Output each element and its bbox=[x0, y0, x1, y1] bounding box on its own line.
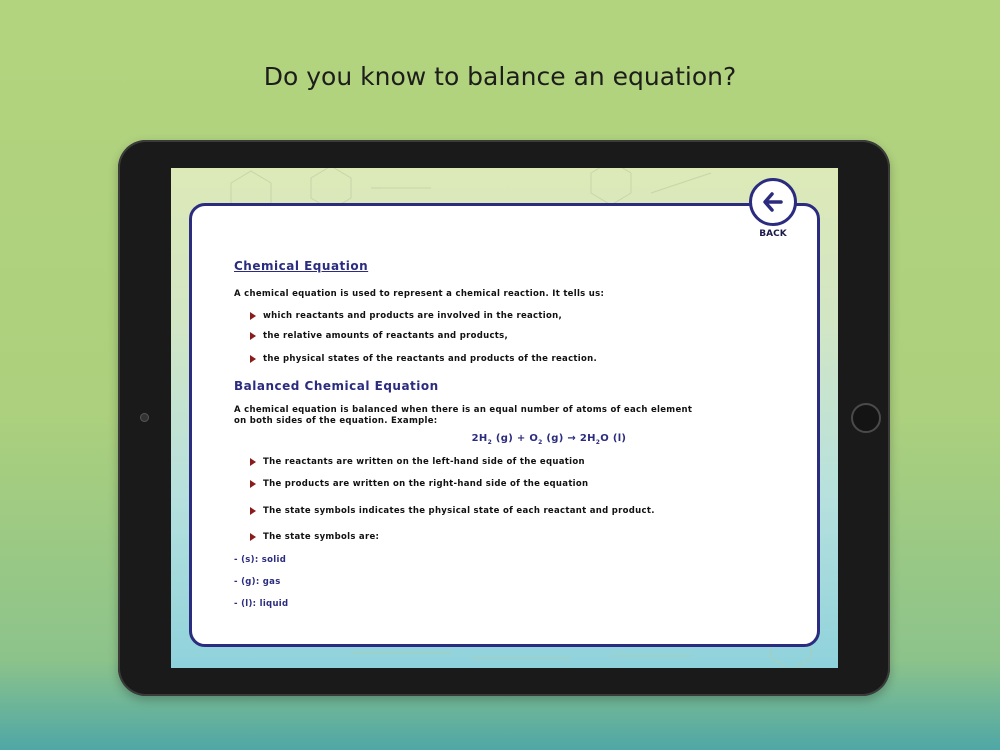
triangle-right-icon bbox=[250, 312, 256, 320]
triangle-right-icon bbox=[250, 332, 256, 340]
state-symbol-solid: - (s): solid bbox=[234, 555, 287, 565]
list-item: The state symbols indicates the physical state of each reactant and product. bbox=[250, 506, 655, 516]
list-item: the physical states of the reactants and products of the reaction. bbox=[250, 354, 597, 364]
triangle-right-icon bbox=[250, 507, 256, 515]
state-symbol-liquid: - (l): liquid bbox=[234, 599, 289, 609]
triangle-right-icon bbox=[250, 355, 256, 363]
section2-intro-line2: on both sides of the equation. Example: bbox=[234, 416, 438, 426]
home-button[interactable] bbox=[851, 403, 881, 433]
page-headline: Do you know to balance an equation? bbox=[263, 62, 737, 91]
tablet-frame bbox=[118, 140, 890, 696]
arrow-left-icon bbox=[760, 189, 786, 215]
triangle-right-icon bbox=[250, 458, 256, 466]
section-title-balanced-equation: Balanced Chemical Equation bbox=[234, 379, 439, 393]
section1-intro: A chemical equation is used to represent a chemical reaction. It tells us: bbox=[234, 289, 605, 299]
state-symbol-gas: - (g): gas bbox=[234, 577, 281, 587]
triangle-right-icon bbox=[250, 533, 256, 541]
camera-icon bbox=[140, 413, 149, 422]
example-equation: $2H_2$ $(g) + O_2$ $(g) \to 2H_2O$ (l) bbox=[471, 433, 627, 446]
back-label[interactable]: BACK bbox=[759, 229, 787, 239]
app-screen bbox=[171, 168, 838, 668]
back-button[interactable] bbox=[749, 178, 797, 226]
section2-intro-line1: A chemical equation is balanced when there is an equal number of atoms of each element bbox=[234, 405, 693, 415]
list-item: The products are written on the right-hand side of the equation bbox=[250, 479, 588, 489]
list-item: which reactants and products are involved in the reaction, bbox=[250, 311, 562, 321]
content-card bbox=[189, 203, 820, 647]
section-title-chemical-equation: Chemical Equation bbox=[234, 259, 369, 273]
list-item: The state symbols are: bbox=[250, 532, 379, 542]
triangle-right-icon bbox=[250, 480, 256, 488]
list-item: the relative amounts of reactants and products, bbox=[250, 331, 508, 341]
list-item: The reactants are written on the left-hand side of the equation bbox=[250, 457, 585, 467]
